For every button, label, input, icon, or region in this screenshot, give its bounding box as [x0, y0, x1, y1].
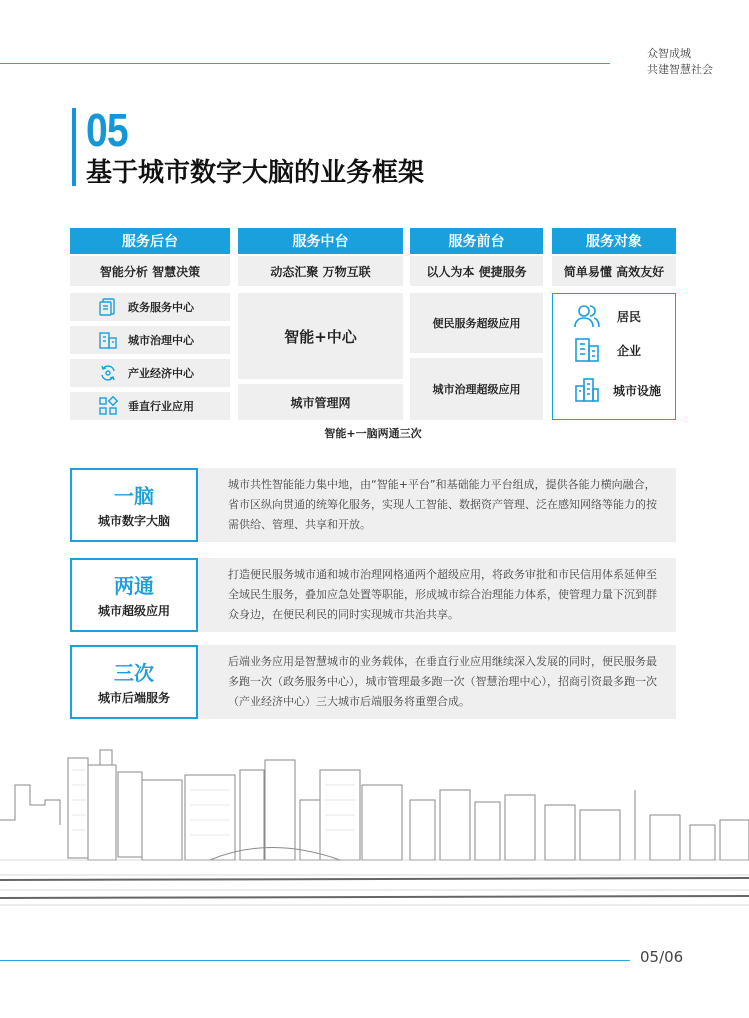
row-label-big: 两通 [114, 574, 154, 598]
front-item-service [410, 293, 543, 353]
row-label-small: 城市超级应用 [97, 604, 170, 618]
backend-item-label: 产业经济中心 [128, 367, 194, 380]
row-label-big: 三次 [114, 661, 154, 685]
section-number: 05 [86, 104, 128, 156]
row-description-3: 后端业务应用是智慧城市的业务载体，在垂直行业应用继续深入发展的同时，便民服务最多跑一次（政务服务中心），城市管理最多跑一次（智慧治理中心），招商引资最多跑一次（产业经济中心）三大城市后端服务将重塑合成。 [228, 655, 657, 708]
targets-panel [552, 293, 676, 420]
row-label-3 [70, 645, 198, 719]
column-head-backend: 服务后台 [70, 228, 230, 254]
row-label-small: 城市后端服务 [97, 691, 170, 705]
middle-item-label: 城市管理网 [290, 395, 351, 410]
column-sub-targets: 简单易懂 高效友好 [552, 256, 676, 286]
front-item-label: 便民服务超级应用 [432, 317, 521, 330]
backend-item-label: 城市治理中心 [128, 334, 194, 347]
target-facilities [573, 376, 661, 404]
column-head-front: 服务前台 [410, 228, 543, 254]
city-skyline-illustration [0, 730, 749, 940]
front-item-governance [410, 358, 543, 420]
row-label-small: 城市数字大脑 [97, 514, 170, 528]
page-number: 05/06 [640, 948, 684, 966]
backend-item-label: 政务服务中心 [128, 301, 194, 314]
column-sub-front: 以人为本 便捷服务 [410, 256, 543, 286]
cycle-icon [98, 363, 118, 383]
apps-grid-icon [98, 396, 118, 416]
backend-item-vertical [70, 392, 230, 420]
column-head-middle: 服务中台 [238, 228, 403, 254]
target-residents [573, 302, 641, 330]
front-item-label: 城市治理超级应用 [432, 383, 521, 396]
framework-caption: 智能+一脑两通三次 [324, 427, 422, 440]
footer-rule [0, 960, 630, 961]
row-label-1 [70, 468, 198, 542]
header-rule [0, 63, 610, 64]
middle-item-citynet [238, 384, 403, 420]
slogan-line-1: 众智成城 [647, 47, 691, 60]
row-description-1: 城市共性智能能力集中地，由“智能+平台”和基础能力平台组成，提供各能力横向融合，省市区纵向贯通的统筹化服务，实现人工智能、数据资产管理、泛在感知网络等能力的按需供给、管理、共享和开放。 [228, 478, 657, 531]
building-chart-icon [98, 330, 118, 350]
backend-item-gov [70, 293, 230, 321]
target-label: 居民 [617, 309, 642, 324]
target-label: 城市设施 [613, 383, 662, 398]
header-slogan [647, 46, 713, 78]
backend-item-economy [70, 359, 230, 387]
column-sub-middle: 动态汇聚 万物互联 [238, 256, 403, 286]
slogan-line-2: 共建智慧社会 [647, 63, 713, 76]
column-sub-backend: 智能分析 智慧决策 [70, 256, 230, 286]
page-title: 基于城市数字大脑的业务框架 [86, 158, 425, 188]
backend-item-governance [70, 326, 230, 354]
row-label-big: 一脑 [114, 484, 154, 508]
middle-item-label: 智能+中心 [284, 327, 357, 346]
title-accent-bar [72, 108, 76, 186]
target-enterprise [573, 336, 641, 364]
column-head-targets: 服务对象 [552, 228, 676, 254]
backend-item-label: 垂直行业应用 [128, 400, 194, 413]
city-building-icon [573, 376, 601, 404]
document-icon [98, 297, 118, 317]
row-label-2 [70, 558, 198, 632]
row-description-2: 打造便民服务城市通和城市治理网格通两个超级应用，将政务审批和市民信用体系延伸至全域民生服务，叠加应急处置等职能，形成城市综合治理能力体系，使管理力量下沉到群众身边，在便民利民的同时实现城市共治共享。 [228, 568, 657, 621]
middle-item-smart [238, 293, 403, 379]
target-label: 企业 [617, 343, 642, 358]
office-building-icon [573, 336, 601, 364]
people-icon [573, 302, 601, 330]
